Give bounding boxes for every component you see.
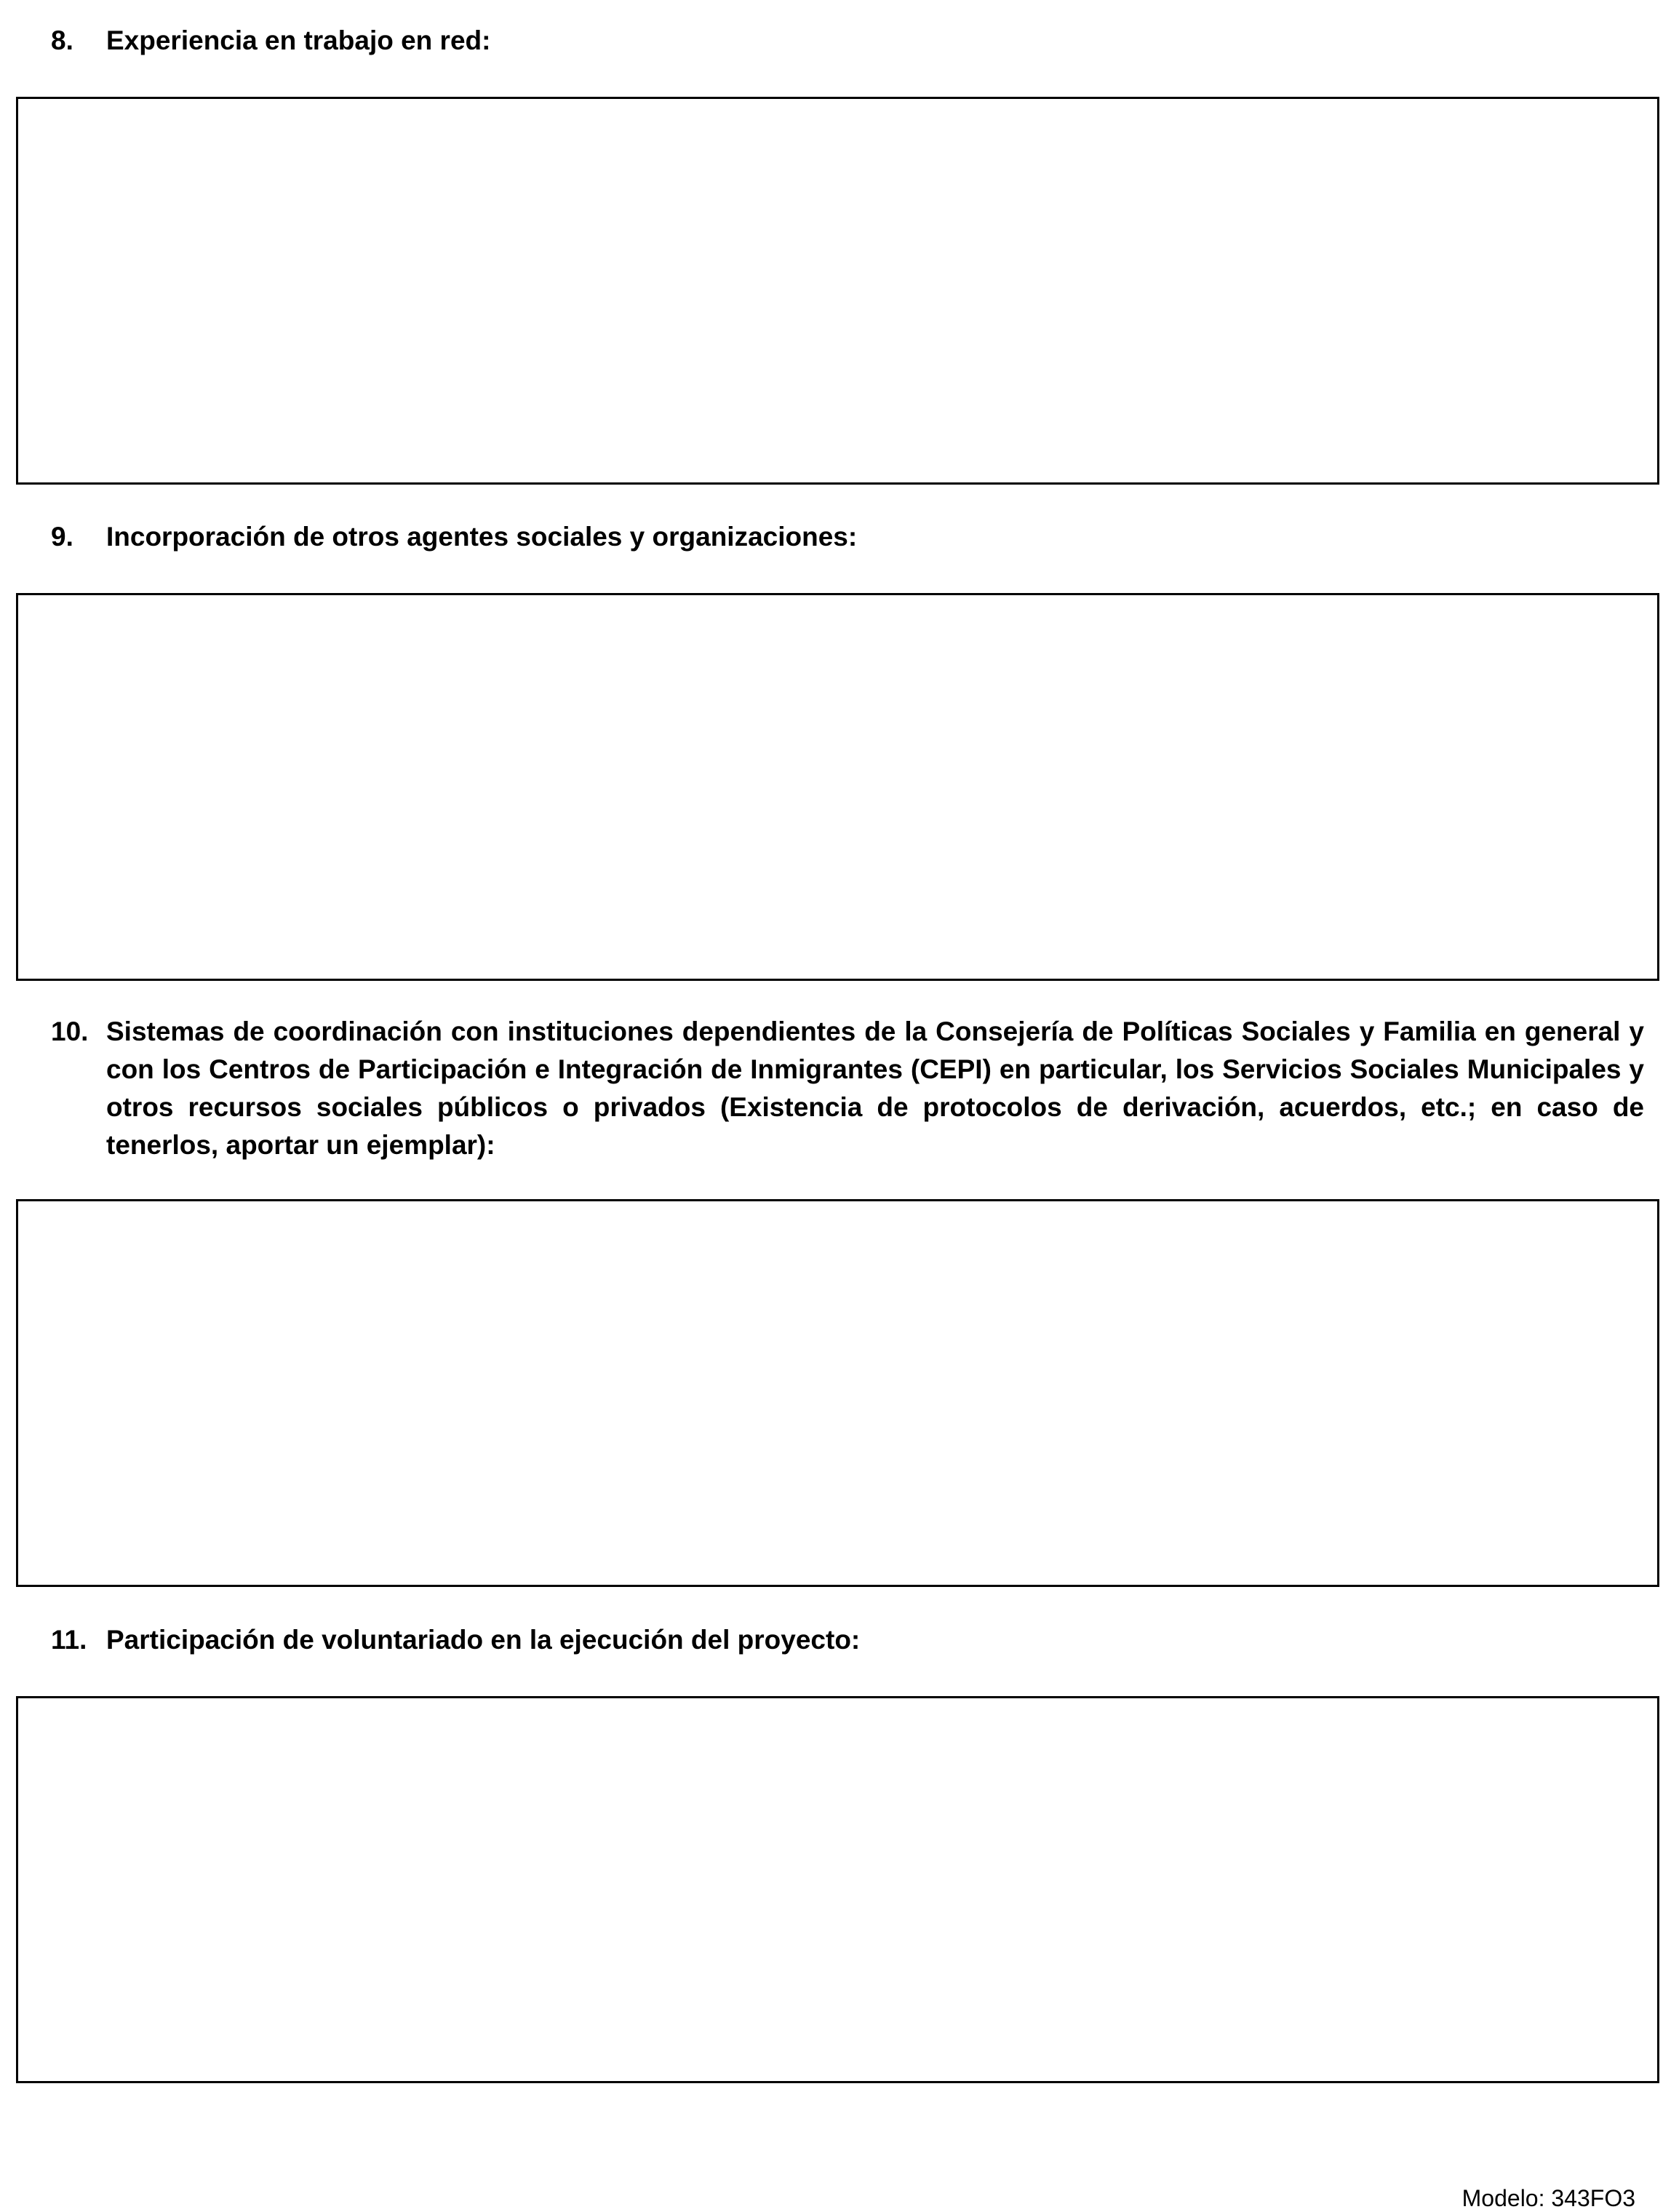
question-8 [51,22,1644,60]
question-text: Experiencia en trabajo en red: [106,25,491,55]
answer-box-11[interactable] [16,1696,1659,2083]
answer-box-9[interactable] [16,593,1659,981]
answer-box-8[interactable] [16,97,1659,485]
question-text: Incorporación de otros agentes sociales y organizaciones: [106,522,858,552]
question-9 [51,518,1644,556]
answer-box-10[interactable] [16,1199,1659,1587]
question-text: Sistemas de coordinación con instituciones dependientes de la Consejería de Políticas Sociales y Familia en general y con los Centros de Participación e Integración de Inmigrantes (CEPI) en particular, los Servicios Sociales Municipales y otros recursos sociales públicos o privados (Existencia de protocolos de derivación, acuerdos, etc.; en caso de tenerlos, aportar un ejemplar): [106,1017,1644,1160]
question-11 [51,1621,1644,1659]
question-number: 9. [51,522,73,552]
model-footer: Modelo: 343FO3 [1461,2185,1635,2211]
question-number: 10. [51,1017,89,1046]
question-text: Participación de voluntariado en la ejecución del proyecto: [106,1625,861,1655]
question-10 [51,1013,1644,1164]
question-number: 8. [51,25,73,55]
question-number: 11. [51,1625,87,1655]
